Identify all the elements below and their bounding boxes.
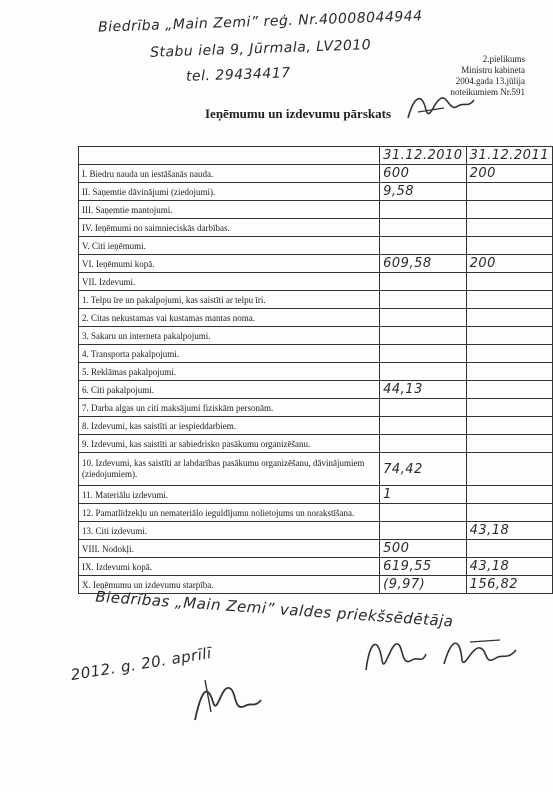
row-label: VIII. Nodokļi. bbox=[79, 540, 380, 558]
table-row bbox=[79, 504, 553, 522]
row-label: 1. Telpu īre un pakalpojumi, kas saistīti ar telpu īri. bbox=[79, 291, 380, 309]
value-2011 bbox=[466, 540, 552, 558]
report-title: Ieņēmumu un izdevumu pārskats bbox=[205, 106, 392, 121]
org-address-handwritten: Stabu iela 9, Jūrmala, LV2010 bbox=[149, 37, 372, 61]
row-label: 8. Izdevumi, kas saistīti ar iespieddarbiem. bbox=[79, 417, 380, 435]
value-2010: 600 bbox=[380, 165, 466, 183]
value-2010 bbox=[380, 219, 466, 237]
value-2010 bbox=[380, 363, 466, 381]
table-row bbox=[79, 486, 553, 504]
value-2011 bbox=[466, 417, 552, 435]
footer-handwritten-line: Biedrības „Main Zemi” valdes priekšsēdētāja bbox=[94, 587, 455, 631]
value-2011 bbox=[466, 504, 552, 522]
value-2010: 619,55 bbox=[380, 558, 466, 576]
row-label: X. Ieņēmumu un izdevumu starpība. bbox=[79, 576, 380, 594]
table-row bbox=[79, 522, 553, 540]
row-label: 10. Izdevumi, kas saistīti ar labdarības pasākumu organizēšanu, dāvinājumiem (ziedojumiem). bbox=[79, 453, 380, 486]
table-row bbox=[79, 345, 553, 363]
row-label: 13. Citi izdevumi. bbox=[79, 522, 380, 540]
row-label: 12. Pamatlīdzekļu un nemateriālo ieguldījumu nolietojums un norakstīšana. bbox=[79, 504, 380, 522]
signature-bottom bbox=[185, 672, 265, 728]
table-row bbox=[79, 399, 553, 417]
value-2010: 9,58 bbox=[380, 183, 466, 201]
value-2010: 609,58 bbox=[380, 255, 466, 273]
table-row bbox=[79, 237, 553, 255]
table-row bbox=[79, 201, 553, 219]
row-label: 11. Materiālu izdevumi. bbox=[79, 486, 380, 504]
value-2010 bbox=[380, 504, 466, 522]
value-2010 bbox=[380, 399, 466, 417]
value-2011 bbox=[466, 345, 552, 363]
value-2011 bbox=[466, 291, 552, 309]
table-row bbox=[79, 435, 553, 453]
value-2011 bbox=[466, 327, 552, 345]
row-label: VII. Izdevumi. bbox=[79, 273, 380, 291]
value-2010: 1 bbox=[380, 486, 466, 504]
table-row bbox=[79, 558, 553, 576]
table-row bbox=[79, 540, 553, 558]
row-label: 6. Citi pakalpojumi. bbox=[79, 381, 380, 399]
value-2010 bbox=[380, 273, 466, 291]
table-row bbox=[79, 363, 553, 381]
org-phone-handwritten: tel. 29434417 bbox=[185, 65, 291, 85]
value-2011 bbox=[466, 381, 552, 399]
value-2010 bbox=[380, 201, 466, 219]
value-2011 bbox=[466, 309, 552, 327]
value-2011 bbox=[466, 237, 552, 255]
value-2011 bbox=[466, 486, 552, 504]
header-empty-cell bbox=[79, 147, 380, 165]
value-2011 bbox=[466, 363, 552, 381]
column-header-2011: 31.12.2011 bbox=[466, 147, 552, 165]
value-2011 bbox=[466, 453, 552, 486]
value-2010 bbox=[380, 327, 466, 345]
table-header-row bbox=[79, 147, 553, 165]
table-row bbox=[79, 183, 553, 201]
row-label: I. Biedru nauda un iestāšanās nauda. bbox=[79, 165, 380, 183]
table-row bbox=[79, 309, 553, 327]
signature-left bbox=[360, 630, 430, 682]
value-2011 bbox=[466, 399, 552, 417]
value-2011: 43,18 bbox=[466, 522, 552, 540]
row-label: 5. Reklāmas pakalpojumi. bbox=[79, 363, 380, 381]
row-label: 2. Citas nekustamas vai kustamas mantas noma. bbox=[79, 309, 380, 327]
row-label: 4. Transporta pakalpojumi. bbox=[79, 345, 380, 363]
table-row bbox=[79, 219, 553, 237]
value-2011: 200 bbox=[466, 165, 552, 183]
signature-right bbox=[440, 628, 520, 678]
row-label: 3. Sakaru un interneta pakalpojumi. bbox=[79, 327, 380, 345]
row-label: 7. Darba algas un citi maksājumi fiziskām personām. bbox=[79, 399, 380, 417]
table-row bbox=[79, 291, 553, 309]
table-row bbox=[79, 327, 553, 345]
row-label: IX. Izdevumi kopā. bbox=[79, 558, 380, 576]
value-2010 bbox=[380, 345, 466, 363]
value-2011 bbox=[466, 435, 552, 453]
table-row bbox=[79, 453, 553, 486]
row-label: VI. Ieņēmumi kopā. bbox=[79, 255, 380, 273]
row-label: 9. Izdevumi, kas saistīti ar sabiedrisko pasākumu organizēšanu. bbox=[79, 435, 380, 453]
value-2011 bbox=[466, 273, 552, 291]
value-2010 bbox=[380, 237, 466, 255]
table-row bbox=[79, 381, 553, 399]
annex-line: noteikumiem Nr.591 bbox=[450, 87, 525, 97]
footer-date-handwritten: 2012. g. 20. aprīlī bbox=[69, 643, 213, 685]
table-row bbox=[79, 273, 553, 291]
row-label: III. Saņemtie mantojumi. bbox=[79, 201, 380, 219]
value-2011 bbox=[466, 201, 552, 219]
row-label: II. Saņemtie dāvinājumi (ziedojumi). bbox=[79, 183, 380, 201]
value-2011 bbox=[466, 183, 552, 201]
value-2010: 44,13 bbox=[380, 381, 466, 399]
value-2010 bbox=[380, 417, 466, 435]
value-2010: 74,42 bbox=[380, 453, 466, 486]
signature-top bbox=[404, 88, 476, 128]
value-2010: 500 bbox=[380, 540, 466, 558]
annex-line: 2004.gada 13.jūlija bbox=[455, 76, 525, 86]
row-label: V. Citi ieņēmumi. bbox=[79, 237, 380, 255]
value-2011: 200 bbox=[466, 255, 552, 273]
annex-line: 2.pielikums bbox=[482, 54, 525, 64]
value-2011: 43,18 bbox=[466, 558, 552, 576]
table-row bbox=[79, 165, 553, 183]
value-2010 bbox=[380, 435, 466, 453]
value-2010 bbox=[380, 309, 466, 327]
value-2011 bbox=[466, 219, 552, 237]
value-2010 bbox=[380, 522, 466, 540]
org-name-handwritten: Biedrība „Main Zemi” reģ. Nr.40008044944 bbox=[97, 8, 423, 36]
column-header-2010: 31.12.2010 bbox=[380, 147, 466, 165]
table-row bbox=[79, 255, 553, 273]
table-row bbox=[79, 417, 553, 435]
value-2011: 156,82 bbox=[466, 576, 552, 594]
value-2010: (9,97) bbox=[380, 576, 466, 594]
row-label: IV. Ieņēmumi no saimnieciskās darbības. bbox=[79, 219, 380, 237]
annex-line: Ministru kabineta bbox=[461, 65, 525, 75]
value-2010 bbox=[380, 291, 466, 309]
report-table bbox=[78, 146, 553, 594]
